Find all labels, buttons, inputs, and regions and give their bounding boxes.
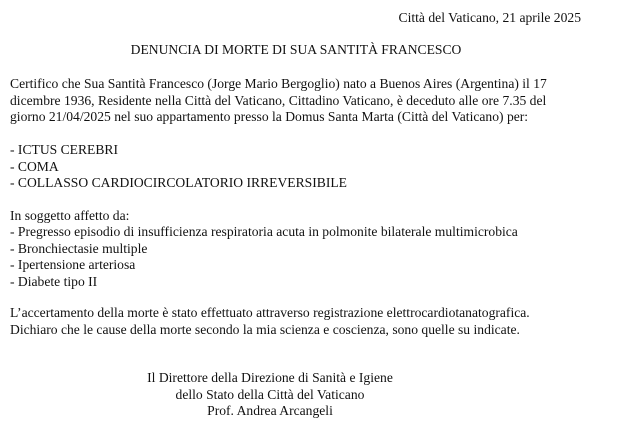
closing-line: L’accertamento della morte è stato effettuato attraverso registrazione elettrocardiotanatografica.: [10, 305, 530, 320]
place-and-date: Città del Vaticano, 21 aprile 2025: [398, 10, 581, 25]
cause-item: - ICTUS CEREBRI: [10, 142, 118, 157]
cause-item: - COMA: [10, 158, 59, 174]
closing-paragraph: [10, 305, 600, 338]
condition-item: - Bronchiectasie multiple: [10, 240, 148, 256]
condition-item: - Ipertensione arteriosa: [10, 257, 136, 272]
certificate-paragraph: [10, 76, 600, 126]
certificate-line: Certifico che Sua Santità Francesco (Jorge Mario Bergoglio) nato a Buenos Aires (Argentina) il 17: [10, 76, 547, 91]
conditions-list: [10, 224, 600, 290]
causes-of-death-list: [10, 142, 600, 192]
certificate-line: giorno 21/04/2025 nel suo appartamento presso la Domus Santa Marta (Città del Vaticano) per:: [10, 109, 529, 124]
cause-item: - COLLASSO CARDIOCIRCOLATORIO IRREVERSIBILE: [10, 175, 347, 190]
signatory-name: Prof. Andrea Arcangeli: [207, 403, 333, 418]
conditions-intro: [10, 208, 600, 225]
condition-item: - Diabete tipo II: [10, 273, 98, 289]
document-title: DENUNCIA DI MORTE DI SUA SANTITÀ FRANCESCO: [130, 42, 462, 57]
closing-line: Dichiaro che le cause della morte secondo la mia scienza e coscienza, sono quelle su indicate.: [10, 321, 520, 337]
certificate-line: dicembre 1936, Residente nella Città del Vaticano, Cittadino Vaticano, è deceduto alle ore 7.35 del: [10, 92, 547, 108]
conditions-intro-text: In soggetto affetto da:: [10, 208, 130, 223]
signature-block: [0, 370, 540, 420]
signatory-office: dello Stato della Città del Vaticano: [175, 386, 365, 402]
condition-item: - Pregresso episodio di insufficienza respiratoria acuta in polmonite bilaterale multimicrobica: [10, 224, 518, 239]
signatory-title: Il Direttore della Direzione di Sanità e Igiene: [147, 370, 393, 385]
